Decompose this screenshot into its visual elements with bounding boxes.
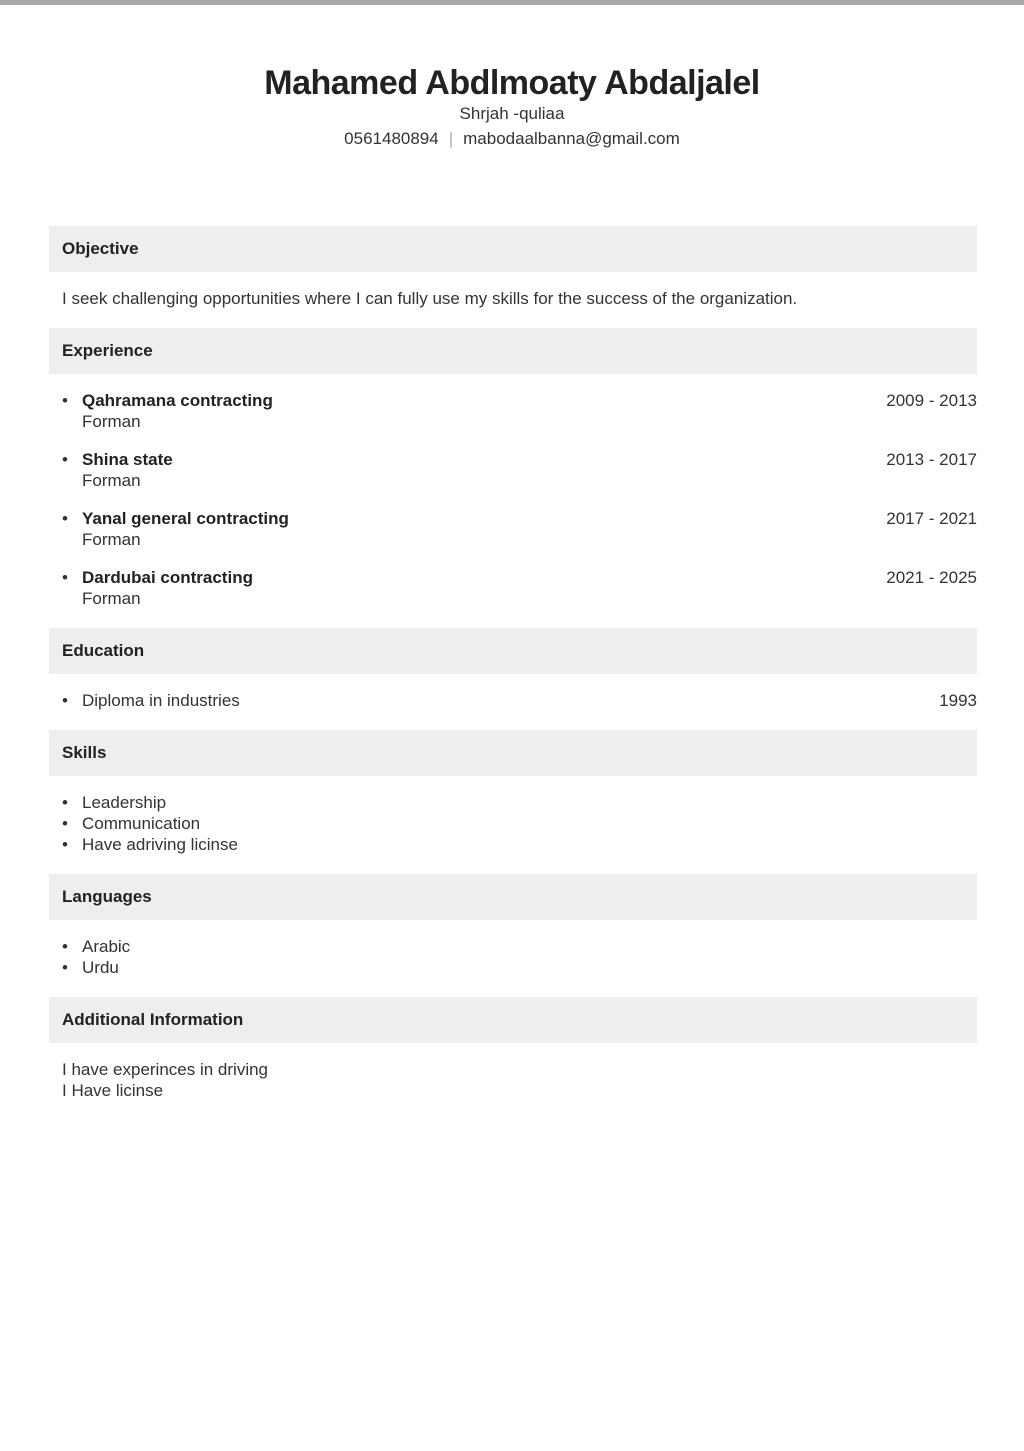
skill-item xyxy=(62,813,977,834)
degree: Diploma in industries xyxy=(82,691,240,710)
education-list xyxy=(49,674,977,730)
additional-line: I have experinces in driving xyxy=(62,1060,269,1079)
role: Forman xyxy=(82,412,141,431)
company: Qahramana contracting xyxy=(82,391,273,410)
skills-list xyxy=(49,776,977,874)
experience-list xyxy=(49,374,977,628)
skill-text: Have adriving licinse xyxy=(82,835,238,854)
section-header-languages: Languages xyxy=(49,874,977,920)
contact-line xyxy=(0,126,1024,152)
language-text: Arabic xyxy=(82,937,131,956)
bullet: • xyxy=(62,391,68,410)
bullet: • xyxy=(62,814,68,833)
period: 2013 - 2017 xyxy=(886,450,977,469)
company: Shina state xyxy=(82,450,173,469)
skill-text: Leadership xyxy=(82,793,167,812)
bullet: • xyxy=(62,793,68,812)
skill-item xyxy=(62,834,977,855)
period: 2021 - 2025 xyxy=(886,568,977,587)
bullet: • xyxy=(62,568,68,587)
separator: | xyxy=(448,129,454,148)
experience-item xyxy=(62,508,977,550)
skill-item xyxy=(62,792,977,813)
candidate-name: Mahamed Abdlmoaty Abdaljalel xyxy=(264,64,760,102)
bullet: • xyxy=(62,450,68,469)
role: Forman xyxy=(82,589,141,608)
company: Yanal general contracting xyxy=(82,509,289,528)
section-header-objective: Objective xyxy=(49,226,977,272)
bullet: • xyxy=(62,691,68,710)
year: 1993 xyxy=(939,691,977,710)
languages-list xyxy=(49,920,977,997)
bullet: • xyxy=(62,958,68,977)
education-item xyxy=(62,690,977,711)
role: Forman xyxy=(82,530,141,549)
section-header-skills: Skills xyxy=(49,730,977,776)
section-header-education: Education xyxy=(49,628,977,674)
company: Dardubai contracting xyxy=(82,568,253,587)
experience-item xyxy=(62,449,977,491)
bullet: • xyxy=(62,509,68,528)
role: Forman xyxy=(82,471,141,490)
bullet: • xyxy=(62,937,68,956)
language-item xyxy=(62,936,977,957)
objective-text: I seek challenging opportunities where I can fully use my skills for the success of the organization. xyxy=(62,289,798,308)
email: mabodaalbanna@gmail.com xyxy=(463,129,680,148)
experience-item xyxy=(62,567,977,609)
section-header-experience: Experience xyxy=(49,328,977,374)
skill-text: Communication xyxy=(82,814,201,833)
bullet: • xyxy=(62,835,68,854)
resume-body xyxy=(49,226,977,1120)
language-item xyxy=(62,957,977,978)
section-header-additional: Additional Information xyxy=(49,997,977,1043)
top-border xyxy=(0,0,1024,5)
resume-header xyxy=(0,62,1024,152)
experience-item xyxy=(62,390,977,432)
additional-line: I Have licinse xyxy=(62,1081,164,1100)
period: 2009 - 2013 xyxy=(886,391,977,410)
phone: 0561480894 xyxy=(344,129,439,148)
language-text: Urdu xyxy=(82,958,119,977)
period: 2017 - 2021 xyxy=(886,509,977,528)
additional-info xyxy=(49,1043,977,1120)
location: Shrjah -quliaa xyxy=(459,104,565,123)
